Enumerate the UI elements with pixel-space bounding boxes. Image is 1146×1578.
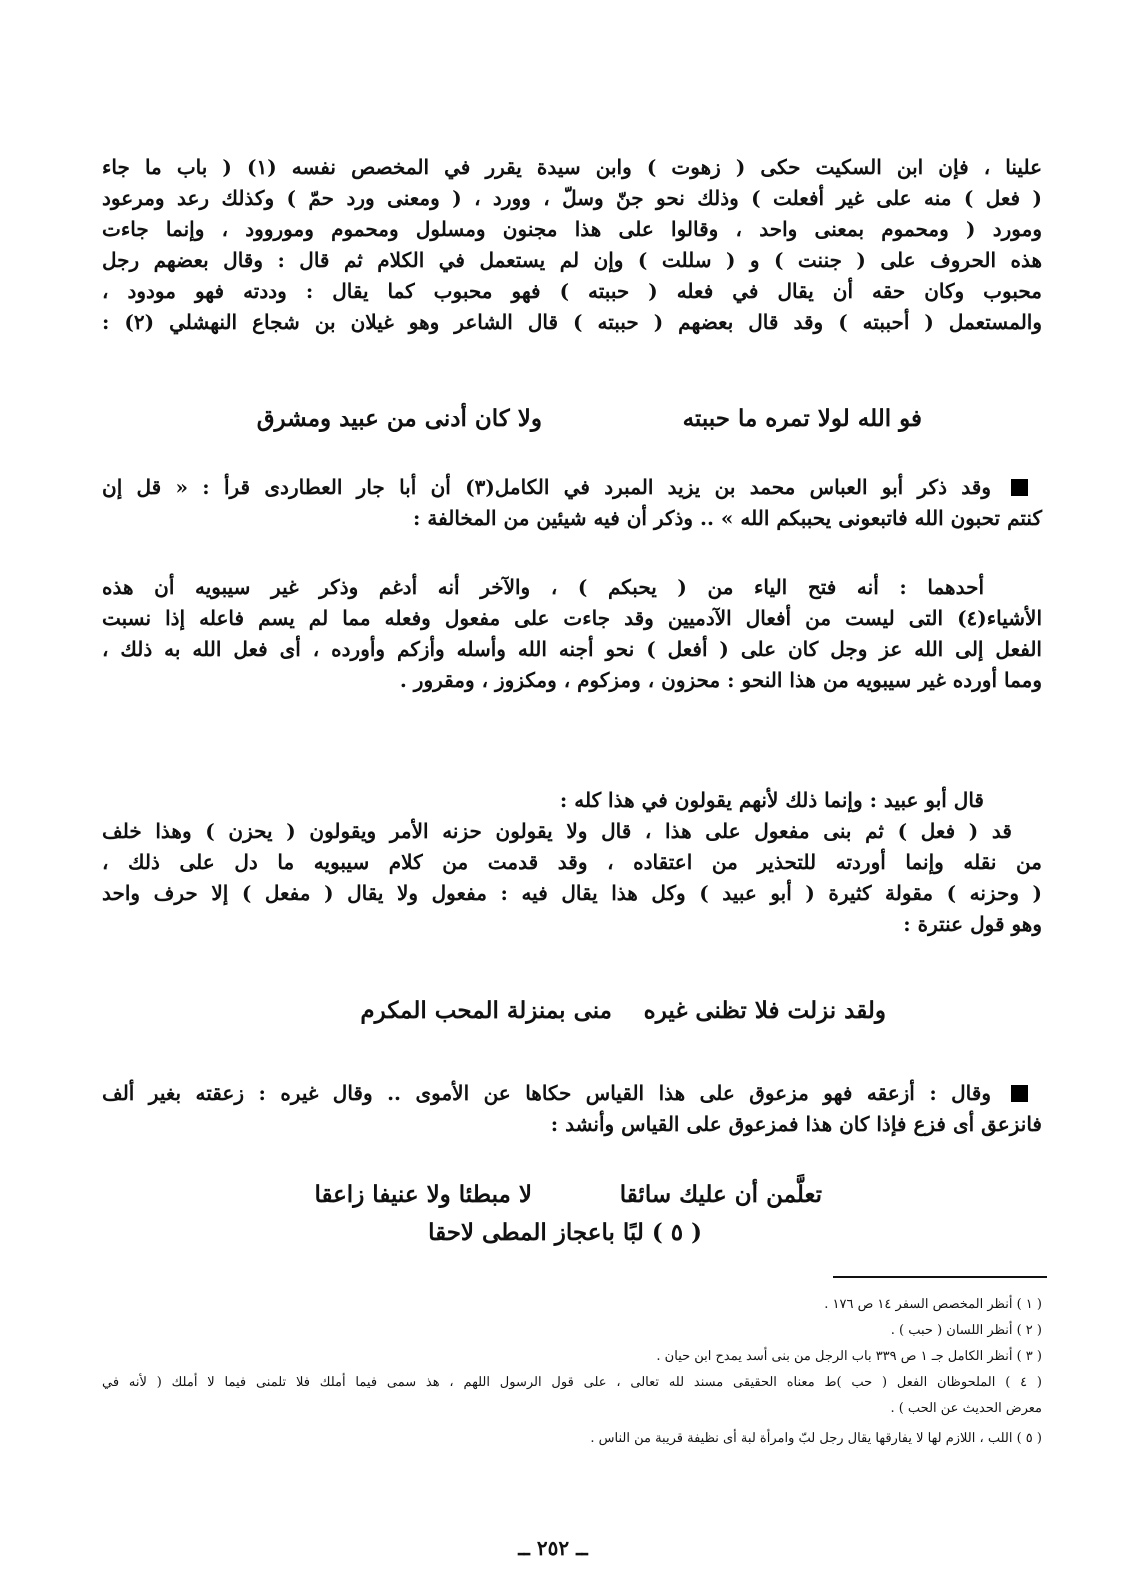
verse-first-hemistich: تعلَّمن أن عليك سائقا <box>619 1181 822 1208</box>
paragraph-3 <box>102 572 1042 696</box>
paragraph-line: محبوب وكان حقه أن يقال في فعله ( حببته ) فهو محبوب كما يقال : وددته فهو مودود ، <box>102 279 1042 303</box>
footnote: ( ٥ ) اللب ، اللازم لها لا يفارقها يقال رجل لبّ وامرأة لبة أى نظيفة قريبة من الناس . <box>590 1431 1042 1446</box>
paragraph-line: هذه الحروف على ( جننت ) و ( سللت ) وإن لم يستعمل في الكلام ثم قال : وقال بعضهم رجل <box>102 248 1042 272</box>
footnote: ( ١ ) أنظر المخصص السفر ١٤ ص ١٧٦ . <box>824 1297 1042 1312</box>
paragraph-line: ( فعل ) منه على غير أفعلت ) وذلك نحو جنّ وسلّ ، وورد ، ( ومعنى ورد حمّ ) وكذلك رعد ومرعود <box>102 186 1042 210</box>
paragraph-line: ومما أورده غير سيبويه من هذا النحو : محزون ، ومزكوم ، ومكزوز ، ومقرور . <box>399 668 1042 692</box>
verse-1 <box>102 400 1042 440</box>
paragraph-line <box>102 472 1042 503</box>
paragraph-line: فانزعق أى فزع فإذا كان هذا فمزعوق على القياس وأنشد : <box>550 1112 1042 1136</box>
paragraph-line: علينا ، فإن ابن السكيت حكى ( زهوت ) وابن سيدة يقرر في المخصص نفسه (١) ( باب ما جاء <box>102 155 1042 179</box>
section-marker-icon <box>1011 1085 1028 1102</box>
paragraph-5 <box>102 1078 1042 1140</box>
paragraph-line-text: وقال : أزعقه فهو مزعوق على هذا القياس حكاها عن الأموى .. وقال غيره : زعقته بغير ألف <box>102 1081 991 1105</box>
verse-first-hemistich: فو الله لولا تمره ما حببته <box>682 405 922 432</box>
paragraph-line <box>102 1078 1042 1109</box>
paragraph-line: الأشياء(٤) التى ليست من أفعال الآدميين وقد جاءت على مفعول وفعله مما لم يسم فاعله إذا نسبت <box>102 606 1042 630</box>
paragraph-line: كنتم تحبون الله فاتبعونى يحببكم الله » .. وذكر أن فيه شيئين من المخالفة : <box>413 506 1042 530</box>
paragraph-line: الفعل إلى الله عز وجل كان على ( أفعل ) نحو أجنه الله وأسله وأزكم وأورده ، أى فعل الله به ذلك ، <box>102 637 1042 661</box>
page-number: ــ ٢٥٢ ــ <box>518 1536 588 1560</box>
paragraph-1 <box>102 152 1042 338</box>
verse-second-hemistich: لا مبطئا ولا عنيفا زاعقا <box>314 1181 532 1208</box>
verse-second-hemistich: ولا كان أدنى من عبيد ومشرق <box>256 405 542 432</box>
paragraph-2 <box>102 472 1042 534</box>
verse-first-hemistich: ولقد نزلت فلا تظنى غيره <box>643 997 886 1024</box>
footnote-divider <box>833 1276 1047 1278</box>
footnote: ( ٣ ) أنظر الكامل جـ ١ ص ٣٣٩ باب الرجل من بنى أسد يمدح ابن حيان . <box>656 1349 1042 1364</box>
footnote: معرض الحديث عن الحب ) . <box>890 1401 1042 1416</box>
paragraph-4 <box>102 785 1042 940</box>
paragraph-line: وهو قول عنترة : <box>903 912 1042 936</box>
paragraph-line: أحدهما : أنه فتح الياء من ( يحبكم ) ، والآخر أنه أدغم وذكر غير سيبويه أن هذه <box>102 575 984 599</box>
verse-third-line: ( ٥ ) لبًا باعجاز المطى لاحقا <box>428 1219 702 1246</box>
footnote: ( ٤ ) الملحوظان الفعل ( حب )ط معناه الحقيقى مسند لله تعالى ، على قول الرسول اللهم ، هذ سمى فيما أملك فلا تلمنى فيما لا أملك ( لأنه في <box>102 1375 1042 1390</box>
paragraph-line: قال أبو عبيد : وإنما ذلك لأنهم يقولون في هذا كله : <box>559 788 984 812</box>
footnote: ( ٢ ) أنظر اللسان ( حبب ) . <box>890 1323 1042 1338</box>
footnotes <box>102 1292 1042 1452</box>
paragraph-line: من نقله وإنما أوردته للتحذير من اعتقاده ، وقد قدمت من كلام سيبويه ما دل على ذلك ، <box>102 850 1042 874</box>
paragraph-line: ومورد ( ومحموم بمعنى واحد ، وقالوا على هذا مجنون ومسلول ومحموم وموروود ، وإنما جاءت <box>102 217 1042 241</box>
paragraph-line: ( وحزنه ) مقولة كثيرة ( أبو عبيد ) وكل هذا يقال فيه : مفعول ولا يقال ( مفعل ) إلا حرف واحد <box>102 881 1042 905</box>
verse-2 <box>102 992 1042 1032</box>
verse-3 <box>102 1176 1042 1256</box>
section-marker-icon <box>1011 479 1028 496</box>
paragraph-line: قد ( فعل ) ثم بنى مفعول على هذا ، قال ولا يقولون حزنه الأمر ويقولون ( يحزن ) وهذا خلف <box>102 819 1012 843</box>
verse-second-hemistich: منى بمنزلة المحب المكرم <box>360 997 612 1024</box>
paragraph-line-text: وقد ذكر أبو العباس محمد بن يزيد المبرد في الكامل(٣) أن أبا جار العطاردى قرأ : « قل إن <box>102 475 991 499</box>
paragraph-line: والمستعمل ( أحببته ) وقد قال بعضهم ( حببته ) قال الشاعر وهو غيلان بن شجاع النهشلي (٢) : <box>102 310 1042 334</box>
